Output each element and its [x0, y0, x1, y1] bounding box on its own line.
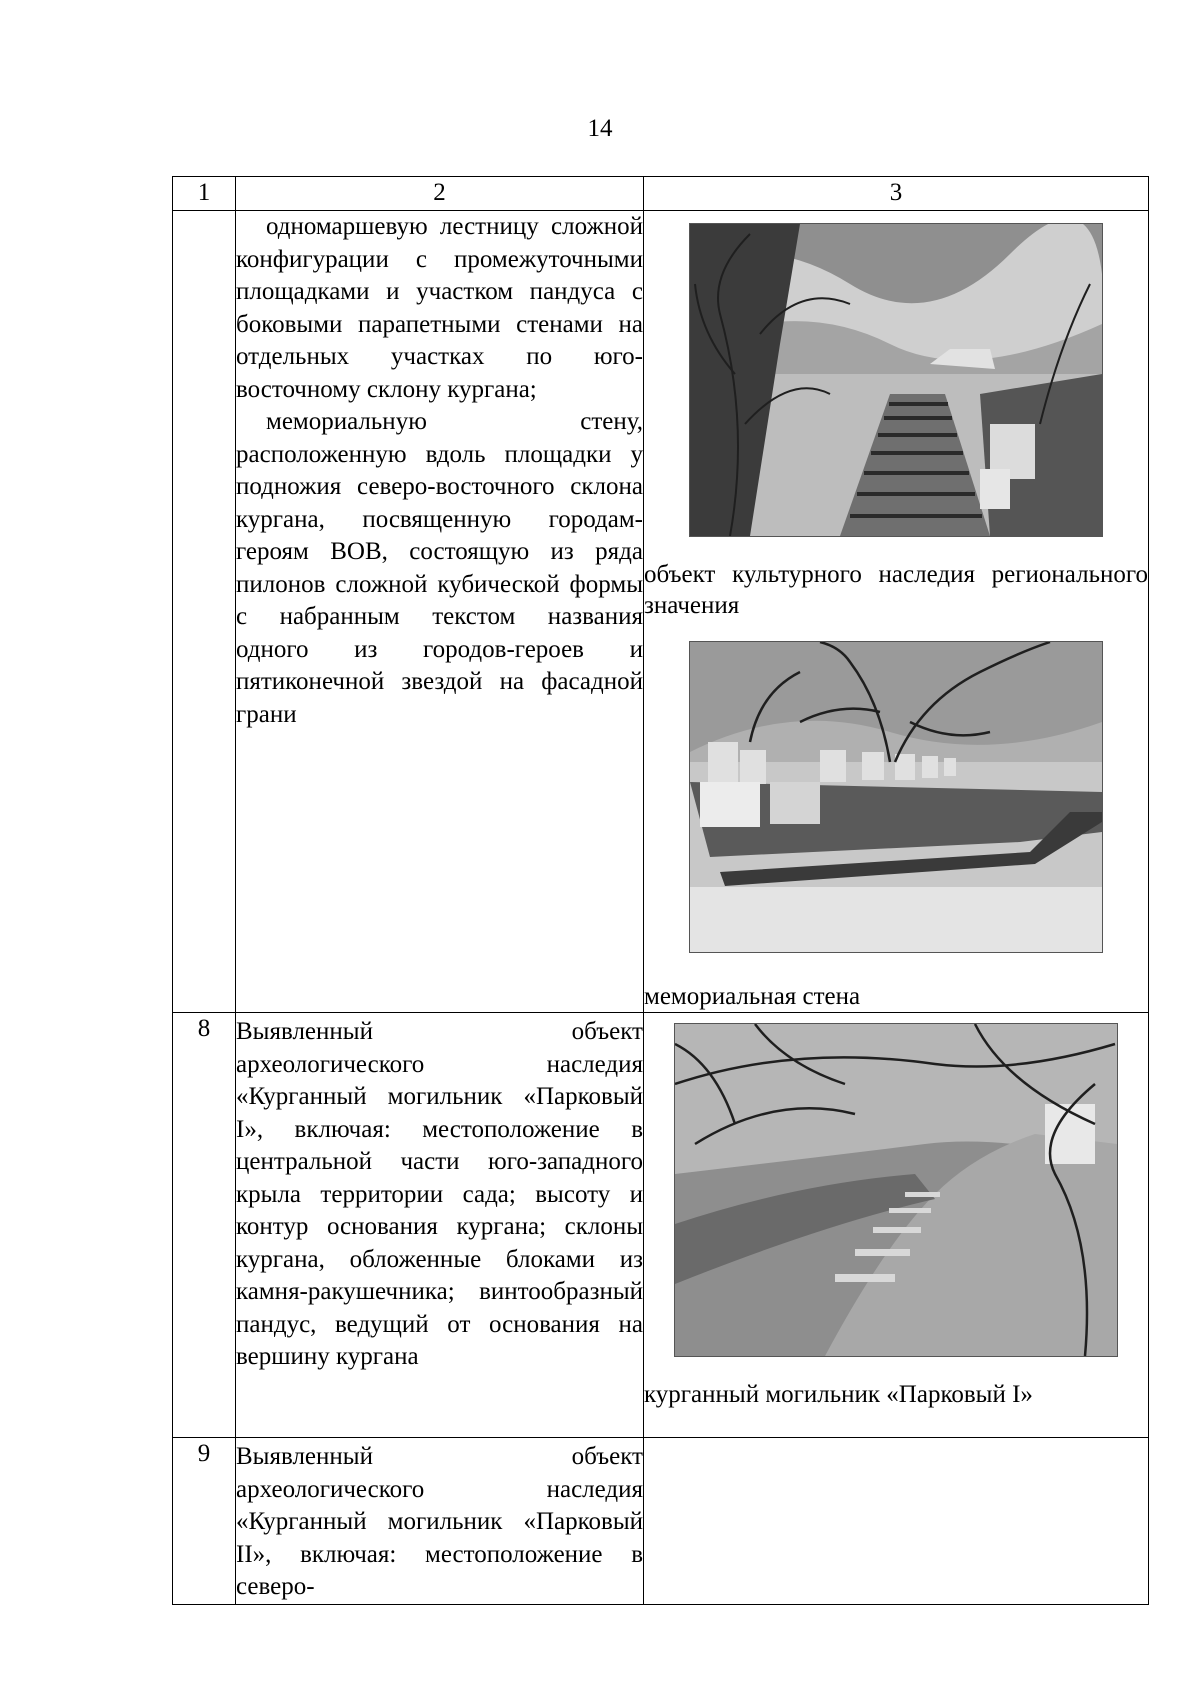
row-description — [236, 1438, 644, 1605]
table-row — [173, 1013, 1149, 1438]
description-paragraph: Выявленный объект археологического наследия «Курганный могильник «Парковый I», включая: местоположение в центральной части юго-западного крыла территории сада; высоту и контур основания кургана; склоны кургана, обложенные блоками из камня-ракушечника; винтообразный пандус, ведущий от основания на вершину кургана — [236, 1018, 643, 1370]
photo-staircase — [689, 223, 1103, 537]
description-paragraph: одномаршевую лестницу сложной конфигурации с промежуточными площадками и участком пандуса с боковыми парапетными стенами на отдельных участках по юго-восточному склону кургана; — [236, 213, 643, 403]
row-photos — [644, 211, 1149, 1013]
header-col-1: 1 — [173, 177, 236, 211]
row-description — [236, 211, 644, 1013]
row-number: 8 — [173, 1013, 236, 1438]
header-col-2: 2 — [236, 177, 644, 211]
table-header-row — [173, 177, 1149, 211]
page-number: 14 — [587, 115, 613, 142]
photo-caption — [644, 1379, 1148, 1410]
caption-text: объект культурного наследия регионального значения — [644, 561, 1148, 619]
row-photos — [644, 1013, 1149, 1438]
row-number — [173, 211, 236, 1013]
table-row — [173, 1438, 1149, 1605]
photo-caption — [644, 559, 1148, 621]
heritage-table — [172, 176, 1149, 1605]
row-photos — [644, 1438, 1149, 1605]
description-paragraph: Выявленный объект археологического наследия «Курганный могильник «Парковый II», включая: местоположение в северо- — [236, 1443, 643, 1600]
photo-memorial-wall — [689, 641, 1103, 953]
row-number: 9 — [173, 1438, 236, 1605]
row-description — [236, 1013, 644, 1438]
table-row — [173, 211, 1149, 1013]
caption-text: мемориальная стена — [644, 983, 861, 1010]
caption-text: курганный могильник «Парковый I» — [644, 1381, 1033, 1408]
header-col-3: 3 — [644, 177, 1149, 211]
photo-caption — [644, 981, 1148, 1012]
description-paragraph: мемориальную стену, расположенную вдоль площадки у подножия северо-восточного склона кургана, посвященную городам-героям ВОВ, состоящую из ряда пилонов сложной кубической формы с набранным текстом названия одного из городов-героев и пятиконечной звездой на фасадной грани — [236, 408, 643, 728]
photo-kurgan-path — [674, 1023, 1118, 1357]
